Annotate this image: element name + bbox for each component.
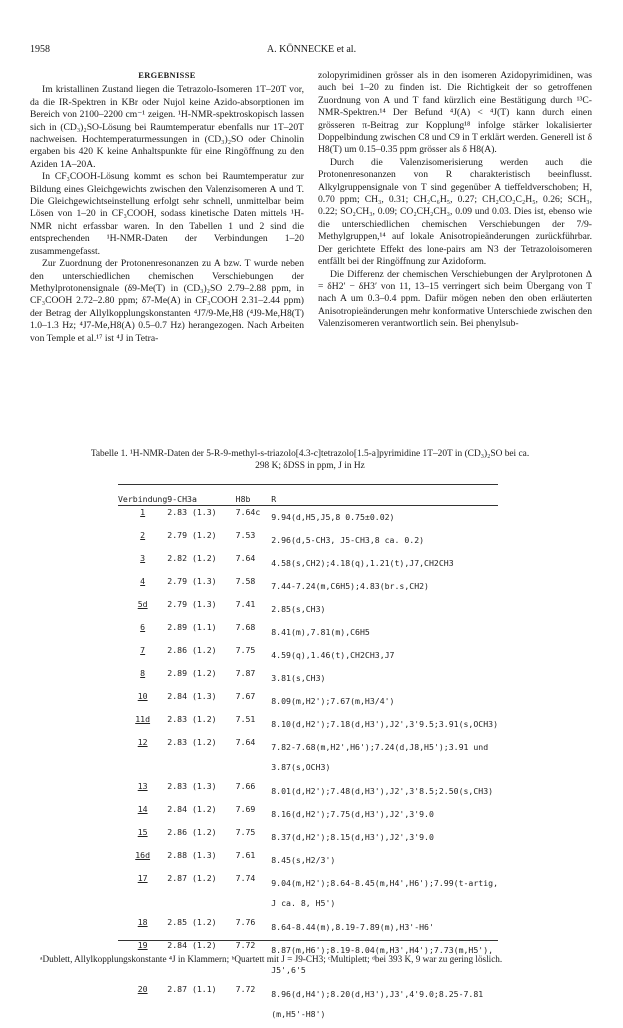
compound-number-cell: 3 <box>140 553 146 563</box>
h8-shift-cell: 7.64c <box>235 507 261 517</box>
table-row <box>118 873 498 917</box>
substituent-shift-cell: 8.96(d,H4');8.20(d,H3'),J3',4'9.0;8.25-7.81 (m,H5'-H8') <box>271 989 484 1019</box>
compound-number-cell: 18 <box>137 917 148 927</box>
table-footnote <box>30 953 593 965</box>
paragraph: Durch die Valenzisomerisierung werden auch die Protonenresonanzen von R charakteristisch beeinflusst. Alkylgruppensignale von T sind gegenüber A tieffeldverschoben; H, 0.70 ppm; CH₃, 0.31; CH₂C₆H₅, 0.27; CH₂CO₂C₂H₅, 0.26; SCH₃, 0.22; SO₂CH₃, 0.09; CO₂CH₂CH₃, 0.09 und 0.03. Dies ist, ebenso wie die unterschiedlichen chemischen Verschiebungen der 7/9-Methylgruppen,¹⁴ auf lokale Anisotropieänderungen zurückführbar. Der gerichtete Effekt des lone-pairs am N3 der Tetrazoloisomeren entfällt bei der Ringöffnung zur Azidoform. <box>318 156 592 268</box>
paragraph: Zur Zuordnung der Protonenresonanzen zu A bzw. T wurde neben den unterschiedlichen chemischen Verschiebungen der Methylprotonensignale (δ9-Me(T) in (CD₃)₂SO 2.79–2.88 ppm, in CF₃COOH 2.72–2.80 ppm; δ7-Me(A) in CF₃COOH 2.31–2.44 ppm) der Betrag der Allylkopplungskonstanten ⁴J7/9-Me,H8 (⁴J9-Me,H8(T) 1.0–1.3 Hz; ⁴J7-Me,H8(A) 0.5–0.7 Hz) herangezogen. Nach Arbeiten von Temple et al.¹⁷ ist ⁴J in Tetra- <box>30 258 304 344</box>
methyl-shift-cell: 2.88 (1.3) <box>167 850 217 860</box>
h8-shift-cell: 7.87 <box>235 668 256 678</box>
methyl-shift-cell: 2.84 (1.2) <box>167 804 217 814</box>
h8-shift-cell: 7.58 <box>235 576 256 586</box>
methyl-shift-cell: 2.83 (1.2) <box>167 714 217 724</box>
table-caption <box>80 448 540 472</box>
compound-number-cell: 7 <box>140 645 146 655</box>
compound-number-cell: 5d <box>137 599 148 609</box>
compound-number-cell: 8 <box>140 668 146 678</box>
paragraph: Die Differenz der chemischen Verschiebungen der Arylprotonen Δ = δH2′ − δH3′ von 11, 13–15 verringert sich beim Übergang von T nach A um 0.3–0.4 ppm. Dafür mögen neben den oben erläuterten Anisotropieänderungen mehr konformative Unterschiede zwischen den Valenzisomeren verantwortlich sein. Bei phenylsub- <box>318 268 592 330</box>
column-header: 9-CH3a <box>167 494 197 504</box>
footnote-text: ᵃDublett, Allylkopplungskonstante ⁴J in Klammern; ᵇQuartett mit J = J9-CH3; ᶜMultiplett; ᵈbei 393 K, 9 war zu gering löslich. <box>40 954 503 964</box>
table-row <box>118 599 498 622</box>
h8-shift-cell: 7.64 <box>235 553 256 563</box>
table-row <box>118 714 498 737</box>
h8-shift-cell: 7.74 <box>235 873 256 883</box>
substituent-shift-cell: 8.87(m,H6');8.19-8.04(m,H3',H4');7.73(m,H5'), J5',6'5 <box>271 945 494 975</box>
running-head: A. KÖNNECKE et al. <box>266 44 357 55</box>
column-header: R <box>271 494 277 504</box>
compound-number-cell: 17 <box>137 873 148 883</box>
compound-number-cell: 12 <box>137 737 148 747</box>
h8-shift-cell: 7.69 <box>235 804 256 814</box>
h8-shift-cell: 7.68 <box>235 622 256 632</box>
table-row <box>118 781 498 804</box>
table-row <box>118 622 498 645</box>
right-column <box>318 70 592 331</box>
h8-shift-cell: 7.75 <box>235 827 256 837</box>
table-row <box>118 507 498 530</box>
h8-shift-cell: 7.75 <box>235 645 256 655</box>
h8-shift-cell: 7.61 <box>235 850 256 860</box>
substituent-shift-cell: 9.94(d,H5,J5,8 0.75±0.02) <box>271 512 395 522</box>
caption-line: Tabelle 1. ¹H-NMR-Daten der 5-R-9-methyl-s-triazolo[4.3-c]tetrazolo[1.5-a]pyrimidine 1T–20T in (CD₃)₂SO bei ca. <box>90 449 530 459</box>
table-row <box>118 804 498 827</box>
methyl-shift-cell: 2.85 (1.2) <box>167 917 217 927</box>
caption-line: 298 K; δDSS in ppm, J in Hz <box>255 461 365 471</box>
substituent-shift-cell: 8.64-8.44(m),8.19-7.89(m),H3'-H6' <box>271 922 434 932</box>
methyl-shift-cell: 2.86 (1.2) <box>167 645 217 655</box>
column-header: Verbindung <box>118 494 168 504</box>
methyl-shift-cell: 2.86 (1.2) <box>167 827 217 837</box>
left-column <box>30 70 304 345</box>
methyl-shift-cell: 2.83 (1.3) <box>167 781 217 791</box>
h8-shift-cell: 7.72 <box>235 984 256 994</box>
substituent-shift-cell: 2.85(s,CH3) <box>271 604 326 614</box>
table-row <box>118 668 498 691</box>
methyl-shift-cell: 2.79 (1.3) <box>167 599 217 609</box>
table-row <box>118 984 498 1028</box>
compound-number-cell: 4 <box>140 576 146 586</box>
methyl-shift-cell: 2.79 (1.2) <box>167 530 217 540</box>
paragraph: In CF₃COOH-Lösung kommt es schon bei Raumtemperatur zur Bildung eines Gleichgewichts zwischen den Valenzisomeren A und T. Die Gleichgewichtseinstellung erfolgt sehr schnell, unmittelbar beim Lösen von 1–20 in CF₃COOH, sodass kinetische Daten mittels ¹H-NMR nicht erfassbar waren. In den Tabellen 1 und 2 sind die entsprechenden ¹H-NMR-Daten der Verbindungen 1–20 zusammengefasst. <box>30 171 304 257</box>
methyl-shift-cell: 2.89 (1.2) <box>167 668 217 678</box>
substituent-shift-cell: 8.09(m,H2');7.67(m,H3/4') <box>271 696 395 706</box>
compound-number-cell: 20 <box>137 984 148 994</box>
table-row <box>118 553 498 576</box>
substituent-shift-cell: 8.10(d,H2');7.18(d,H3'),J2',3'9.5;3.91(s,OCH3) <box>271 719 498 729</box>
table-top-rule <box>118 484 498 485</box>
substituent-shift-cell: 8.45(s,H2/3') <box>271 855 336 865</box>
substituent-shift-cell: 8.41(m),7.81(m),C6H5 <box>271 627 370 637</box>
h8-shift-cell: 7.64 <box>235 737 256 747</box>
table-row <box>118 691 498 714</box>
methyl-shift-cell: 2.83 (1.3) <box>167 507 217 517</box>
h8-shift-cell: 7.53 <box>235 530 256 540</box>
table-row <box>118 737 498 781</box>
h8-shift-cell: 7.66 <box>235 781 256 791</box>
table-row <box>118 645 498 668</box>
substituent-shift-cell: 9.04(m,H2');8.64-8.45(m,H4',H6');7.99(t-artig, J ca. 8, H5') <box>271 878 498 908</box>
substituent-shift-cell: 7.82-7.68(m,H2',H6');7.24(d,J8,H5');3.91 und 3.87(s,OCH3) <box>271 742 489 772</box>
substituent-shift-cell: 8.37(d,H2');8.15(d,H3'),J2',3'9.0 <box>271 832 434 842</box>
paragraph: Im kristallinen Zustand liegen die Tetrazolo-Isomeren 1T–20T vor, da die IR-Spektren in KBr oder Nujol keine Azido-absorptionen im Bereich von 2100–2200 cm⁻¹ zeigen. ¹H-NMR-spektroskopisch lassen sich in (CD₃)₂SO-Lösung bei Raumtemperatur ebenfalls nur 1T–20T nachweisen. Hochtemperaturmessungen in (CD₃)₂SO oder Chinolin ergaben bis 420 K keine Anhaltspunkte für eine Ringöffnung zu den Aziden 1A–20A. <box>30 84 304 170</box>
methyl-shift-cell: 2.87 (1.1) <box>167 984 217 994</box>
compound-number-cell: 10 <box>137 691 148 701</box>
methyl-shift-cell: 2.79 (1.3) <box>167 576 217 586</box>
methyl-shift-cell: 2.84 (1.2) <box>167 940 217 950</box>
substituent-shift-cell: 8.01(d,H2');7.48(d,H3'),J2',3'8.5;2.50(s,CH3) <box>271 786 494 796</box>
compound-number-cell: 1 <box>140 507 146 517</box>
table-header-row <box>118 488 498 507</box>
compound-number-cell: 16d <box>135 850 151 860</box>
substituent-shift-cell: 3.81(s,CH3) <box>271 673 326 683</box>
methyl-shift-cell: 2.82 (1.2) <box>167 553 217 563</box>
compound-number-cell: 14 <box>137 804 148 814</box>
methyl-shift-cell: 2.87 (1.2) <box>167 873 217 883</box>
page-header <box>30 44 593 58</box>
substituent-shift-cell: 7.44-7.24(m,C6H5);4.83(br.s,CH2) <box>271 581 429 591</box>
substituent-shift-cell: 8.16(d,H2');7.75(d,H3'),J2',3'9.0 <box>271 809 434 819</box>
page-number: 1958 <box>30 44 50 55</box>
table-row <box>118 917 498 940</box>
h8-shift-cell: 7.76 <box>235 917 256 927</box>
methyl-shift-cell: 2.83 (1.2) <box>167 737 217 747</box>
table-row <box>118 827 498 850</box>
h8-shift-cell: 7.41 <box>235 599 256 609</box>
h8-shift-cell: 7.67 <box>235 691 256 701</box>
table-row <box>118 850 498 873</box>
compound-number-cell: 11d <box>135 714 151 724</box>
compound-number-cell: 15 <box>137 827 148 837</box>
compound-number-cell: 19 <box>137 940 148 950</box>
methyl-shift-cell: 2.89 (1.1) <box>167 622 217 632</box>
substituent-shift-cell: 4.59(q),1.46(t),CH2CH3,J7 <box>271 650 395 660</box>
h8-shift-cell: 7.72 <box>235 940 256 950</box>
h8-shift-cell: 7.51 <box>235 714 256 724</box>
table-row <box>118 530 498 553</box>
substituent-shift-cell: 4.58(s,CH2);4.18(q),1.21(t),J7,CH2CH3 <box>271 558 454 568</box>
section-title: ERGEBNISSE <box>138 71 196 80</box>
compound-number-cell: 6 <box>140 622 146 632</box>
paragraph: zolopyrimidinen grösser als in den isomeren Azidopyrimidinen, was auch bei 1–20 zu finden ist. Die Richtigkeit der so getroffenen Zuordnung von A und T fand kürzlich eine Bestätigung durch ¹³C-NMR-Spektren.¹⁴ Der Befund ⁴J(A) < ⁴J(T) kann durch einen grösseren π-Beitrag zur Kopplung¹⁸ infolge stärker lokalisierter Doppelbindung zwischen C8 und C9 in T erklärt werden. Generell ist δ H8(T) um 0.15–0.35 ppm grösser als δ H8(A). <box>318 70 592 156</box>
compound-number-cell: 2 <box>140 530 146 540</box>
table-row <box>118 576 498 599</box>
compound-number-cell: 13 <box>137 781 148 791</box>
nmr-data-table <box>118 488 498 1028</box>
column-header: H8b <box>235 494 251 504</box>
methyl-shift-cell: 2.84 (1.3) <box>167 691 217 701</box>
substituent-shift-cell: 2.96(d,5-CH3, J5-CH3,8 ca. 0.2) <box>271 535 425 545</box>
table-body <box>118 507 498 1028</box>
